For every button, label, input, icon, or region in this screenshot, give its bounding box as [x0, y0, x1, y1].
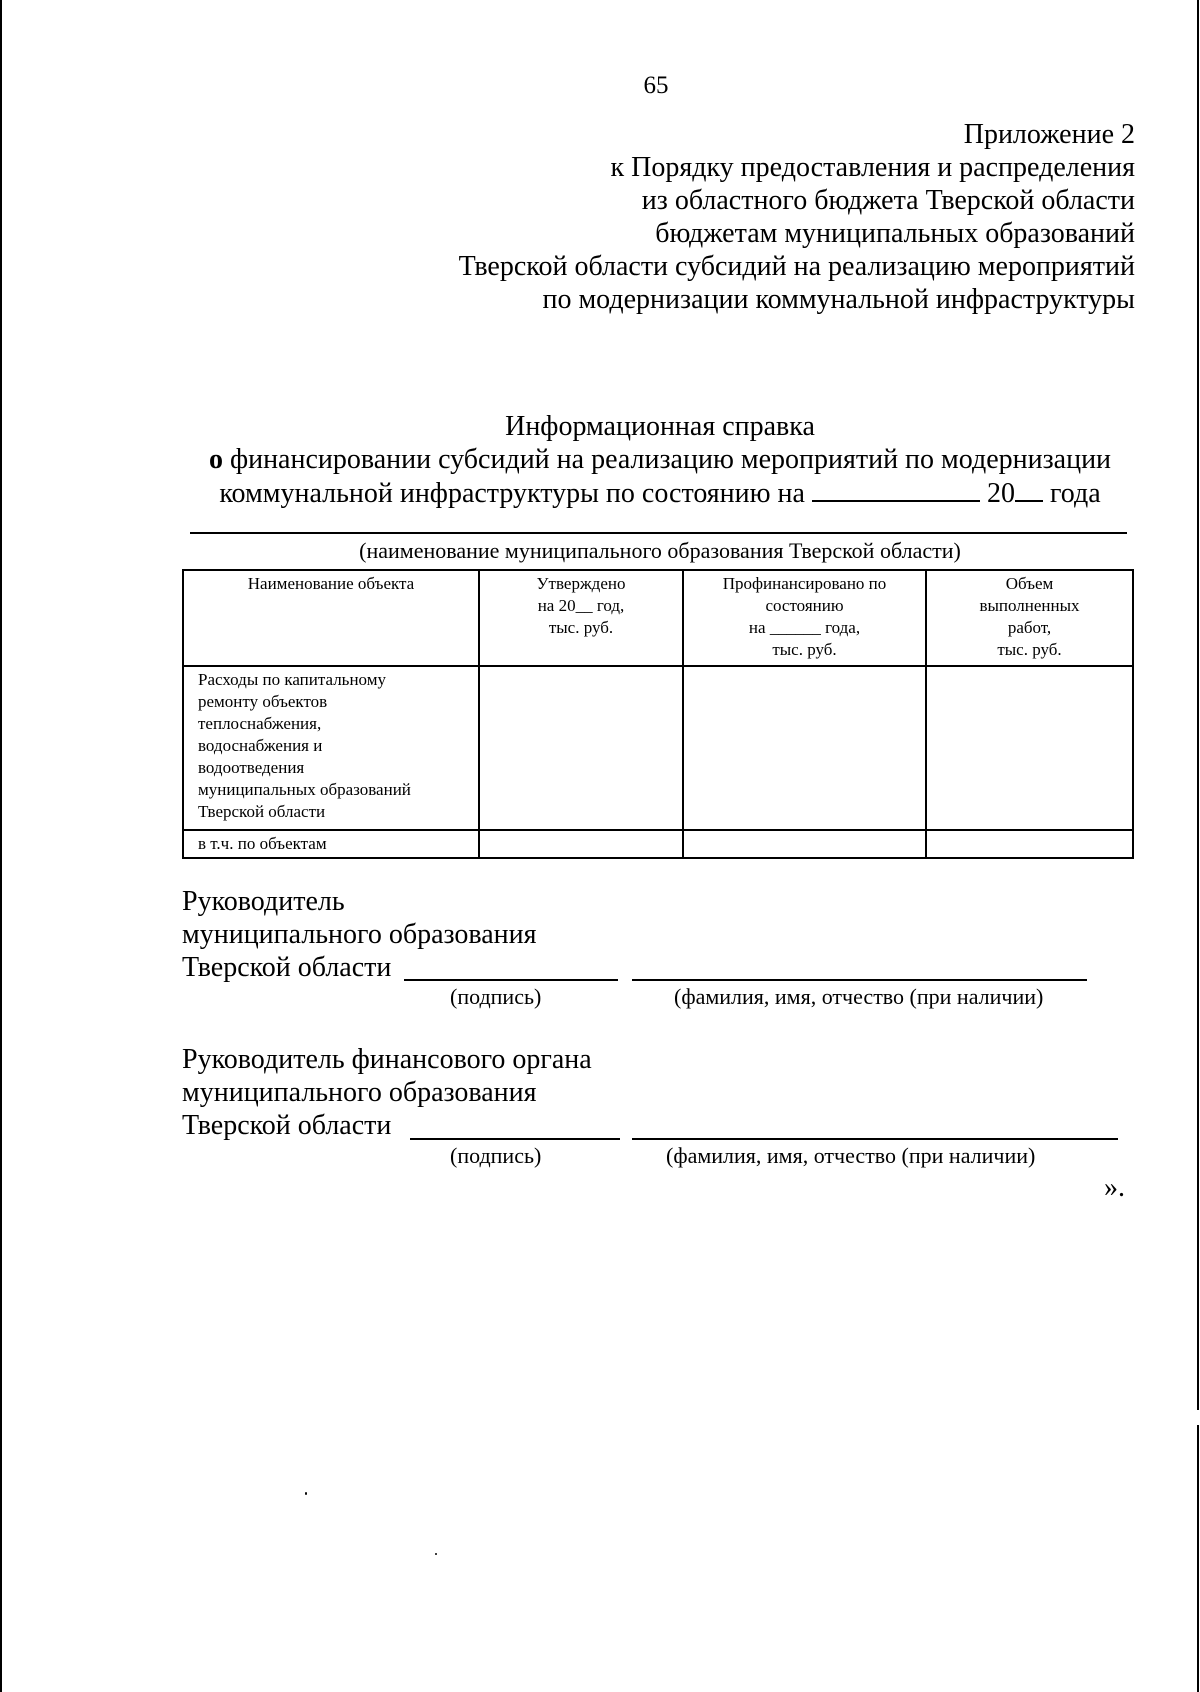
appendix-line: из областного бюджета Тверской области	[641, 185, 1135, 216]
title-line	[180, 443, 1140, 476]
row-label-text: водоотведения	[198, 758, 305, 777]
appendix-line: Тверской области субсидий на реализацию мероприятий	[458, 251, 1135, 282]
title-year: 20	[979, 478, 1015, 509]
header-financed	[683, 570, 926, 666]
financed-cell	[683, 830, 926, 858]
header-text: Наименование объекта	[247, 574, 415, 593]
table-row	[183, 666, 1133, 830]
header-text: Профинансировано по	[722, 574, 887, 593]
row-label-text: водоснабжения и	[198, 736, 323, 755]
approved-cell	[479, 666, 683, 830]
header-text: тыс. руб.	[548, 618, 614, 637]
municipality-caption: (наименование муниципального образования Тверской области)	[359, 538, 961, 563]
name-line	[632, 1138, 1118, 1140]
table-header-row	[183, 570, 1133, 666]
appendix-header	[459, 118, 1135, 316]
scan-speck	[435, 1553, 437, 1555]
signature-role-line: Руководитель финансового органа	[182, 1044, 592, 1075]
header-text: работ,	[1007, 618, 1052, 637]
name-caption: (фамилия, имя, отчество (при наличии)	[666, 1143, 1036, 1168]
title-text: года	[1042, 478, 1101, 509]
title-text: финансировании субсидий на реализацию мероприятий по модернизации	[222, 444, 1112, 475]
signature-role-line: муниципального образования	[182, 1077, 537, 1108]
header-object-name	[183, 570, 479, 666]
scan-edge-right-top	[1197, 0, 1199, 1410]
closing-quote-mark: ».	[1104, 1172, 1125, 1203]
header-text: тыс. руб.	[997, 640, 1062, 659]
signature-role-line: Тверской области	[182, 952, 392, 983]
row-label-cell	[183, 666, 479, 830]
header-text: выполненных	[979, 596, 1080, 615]
name-caption: (фамилия, имя, отчество (при наличии)	[674, 984, 1044, 1009]
row-label-text: ремонту объектов	[198, 692, 328, 711]
signature-role-line: Руководитель	[182, 886, 345, 917]
title-bold-letter: о	[208, 444, 223, 475]
financing-table	[182, 569, 1134, 859]
date-blank	[812, 476, 980, 502]
row-label-text: Расходы по капитальному	[198, 670, 386, 689]
title-text: коммунальной инфраструктуры по состоянию на	[219, 478, 812, 509]
header-text: Объем	[1005, 574, 1054, 593]
document-title	[180, 410, 1140, 510]
signature-caption: (подпись)	[450, 984, 542, 1009]
signature-role-line: муниципального образования	[182, 919, 537, 950]
header-text: на 20__ год,	[537, 596, 625, 615]
signature-block-finance	[182, 1043, 592, 1142]
volume-cell	[926, 666, 1133, 830]
page-number: 65	[643, 72, 669, 99]
row-label-text: в т.ч. по объектам	[198, 834, 327, 853]
appendix-line: Приложение 2	[963, 119, 1135, 150]
header-approved	[479, 570, 683, 666]
signature-role-line: Тверской области	[182, 1110, 392, 1141]
signature-line	[410, 1138, 620, 1140]
table-row	[183, 830, 1133, 858]
signature-block-head	[182, 885, 537, 984]
header-volume	[926, 570, 1133, 666]
scan-edge-left	[0, 0, 2, 1692]
name-line	[632, 979, 1087, 981]
appendix-line: бюджетам муниципальных образований	[655, 218, 1135, 249]
header-text: состоянию	[765, 596, 844, 615]
signature-caption: (подпись)	[450, 1143, 542, 1168]
year-blank	[1015, 476, 1043, 502]
municipality-name-line	[190, 532, 1127, 534]
title-line: Информационная справка	[505, 411, 815, 442]
row-label-cell	[183, 830, 479, 858]
row-label-text: теплоснабжения,	[198, 714, 322, 733]
row-label-text: муниципальных образований	[198, 780, 411, 799]
signature-line	[404, 979, 618, 981]
header-text: тыс. руб.	[772, 640, 837, 659]
appendix-line: к Порядку предоставления и распределения	[610, 152, 1135, 183]
row-label-text: Тверской области	[198, 802, 326, 821]
scan-edge-right-bottom	[1197, 1425, 1199, 1692]
appendix-line: по модернизации коммунальной инфраструктуры	[542, 284, 1135, 315]
financed-cell	[683, 666, 926, 830]
approved-cell	[479, 830, 683, 858]
scan-speck	[305, 1492, 307, 1495]
title-line	[180, 476, 1140, 510]
header-text: Утверждено	[536, 574, 626, 593]
volume-cell	[926, 830, 1133, 858]
header-text: на ______ года,	[748, 618, 861, 637]
